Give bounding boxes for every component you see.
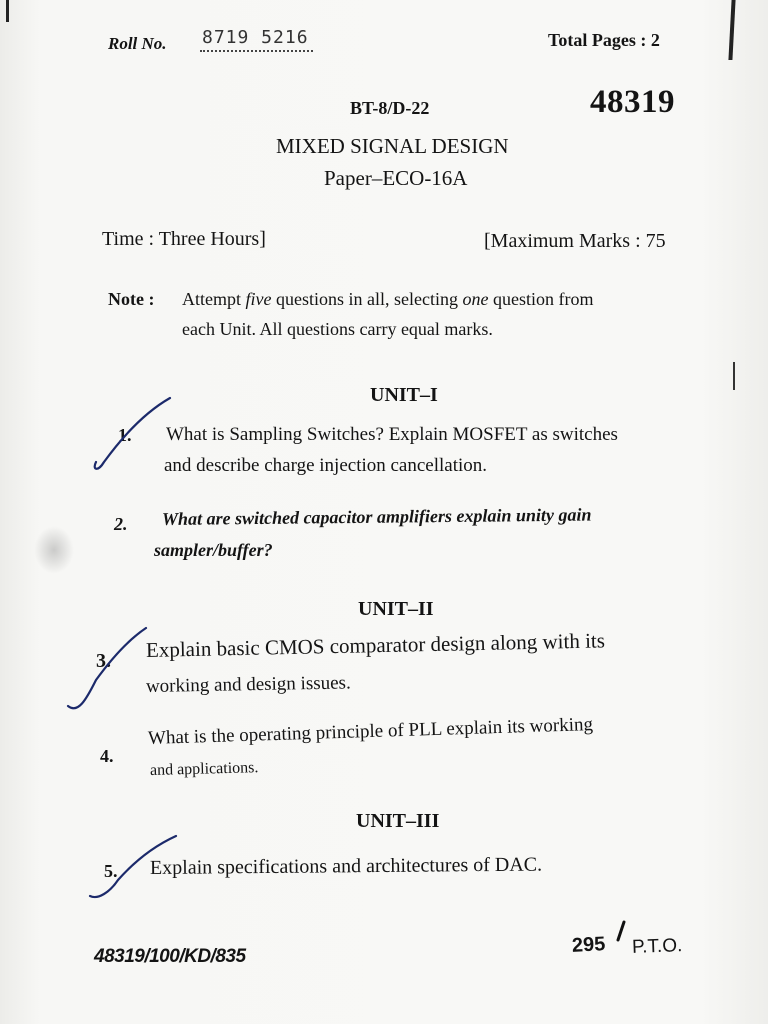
note-line-1 — [182, 289, 593, 310]
question-text: What are switched capacitor amplifiers explain unity gain — [161, 504, 592, 529]
note-line-2: each Unit. All questions carry equal marks. — [182, 319, 493, 339]
note-emphasis: one — [462, 289, 489, 309]
unit-heading: UNIT–II — [358, 598, 434, 620]
note-label: Note : — [108, 289, 155, 309]
question-text: What is Sampling Switches? Explain MOSFET as switches — [166, 424, 618, 445]
unit-heading: UNIT–III — [356, 810, 440, 832]
question-text: Explain basic CMOS comparator design along with its — [145, 628, 606, 662]
question-text: Explain specifications and architectures of DAC. — [149, 853, 543, 879]
tick-mark-icon — [618, 922, 624, 940]
exam-duration: Time : Three Hours] — [102, 228, 266, 250]
question-text: What is the operating principle of PLL explain its working — [147, 714, 594, 749]
handwritten-stamp: 295 — [571, 933, 606, 957]
question-number: 5. — [104, 861, 118, 881]
page-edge-mark — [728, 0, 735, 60]
question-number: 1. — [118, 425, 132, 445]
note-text: questions in all, selecting — [271, 289, 463, 309]
maximum-marks: [Maximum Marks : 75 — [484, 230, 666, 252]
roll-number-label: Roll No. — [108, 34, 167, 53]
scan-smudge — [34, 526, 74, 574]
total-pages: Total Pages : 2 — [548, 30, 660, 50]
note-text: Attempt — [182, 289, 246, 309]
exam-code: BT-8/D-22 — [350, 98, 430, 118]
page-edge-mark — [733, 362, 735, 390]
unit-heading: UNIT–I — [370, 384, 438, 406]
paper-code: Paper–ECO-16A — [324, 166, 468, 190]
question-text: working and design issues. — [145, 672, 351, 697]
question-number: 4. — [100, 746, 114, 766]
question-text: and applications. — [149, 759, 259, 779]
note-emphasis: five — [245, 289, 272, 309]
question-number: 2. — [114, 514, 128, 534]
roll-number-value: 8719 5216 — [200, 27, 313, 52]
tick-mark-icon — [95, 398, 170, 469]
subject-title: MIXED SIGNAL DESIGN — [276, 134, 509, 158]
pto-mark: P.T.O. — [631, 935, 683, 958]
page-edge-mark — [6, 0, 9, 22]
paper-number: 48319 — [590, 84, 675, 120]
note-text: question from — [488, 289, 594, 309]
question-number: 3. — [96, 650, 111, 672]
question-text: and describe charge injection cancellation. — [164, 455, 488, 476]
question-text: sampler/buffer? — [154, 540, 273, 560]
footer-paper-code: 48319/100/KD/835 — [94, 946, 246, 967]
